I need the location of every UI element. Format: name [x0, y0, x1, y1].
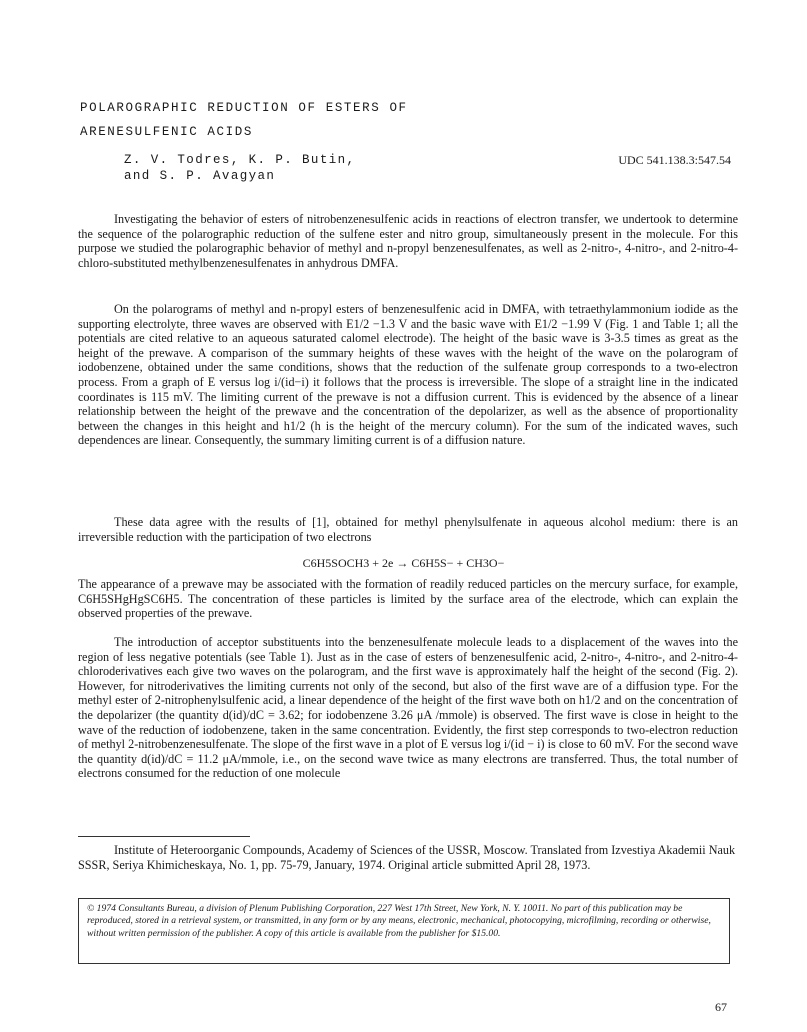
authors-line-1: Z. V. Todres, K. P. Butin, — [124, 153, 356, 167]
paragraph-block-2 — [78, 302, 738, 448]
paragraph-5: The introduction of acceptor substituents into the benzenesulfenate molecule leads to a displacement of the waves into the region of less negative potentials (see Table 1). Just as in the case of esters of benzenesulfenic acid, 2-nitro-, 4-nitro-, and 2-nitro-4-chloroderivatives each give two waves on the polarogram, and the first wave is approximately half the height of the second (Fig. 2). However, for nitroderivatives the limiting currents not only of the second, but also of the first wave are of a diffusion type. For the methyl ester of 2-nitrophenylsulfenic acid, a linear dependence of the height of the first wave both on h1/2 and on the concentration of the depolarizer (the quantity d(id)/dC = 3.62; for iodobenzene 3.26 μA /mmole) is observed. The first wave is close in height to the wave of the reduction of iodobenzene, taken in the same concentration. Evidently, the first step corresponds to two-electron reduction of methyl 2-nitrobenzenesulfenate. The slope of the first wave in a plot of E versus log i/(id − i) is close to 60 mV. For the second wave the quantity d(id)/dC = 11.2 μA/mmole, i.e., on the second wave twice as many electrons are transferred. Thus, the total number of electrons consumed for the reduction of one molecule — [78, 635, 738, 781]
paragraph-1: Investigating the behavior of esters of nitrobenzenesulfenic acids in reactions of electron transfer, we undertook to determine the sequence of the polarographic reduction of the sulfene ester and nitro group, simultaneously present in the molecule. For this purpose we studied the polarographic behavior of methyl and n-propyl benzenesulfenates, as well as 2-nitro-, 4-nitro-, and 2-nitro-4-chloro-substituted methylbenzenesulfenates in anhydrous DMFA. — [78, 212, 738, 270]
paragraph-block-3 — [78, 515, 738, 544]
abstract-section — [78, 212, 738, 270]
author-list — [124, 152, 355, 184]
paragraph-3: These data agree with the results of [1], obtained for methyl phenylsulfenate in aqueous alcohol medium: there is an irreversible reduction with the participation of two electrons — [78, 515, 738, 544]
paragraph-block-5 — [78, 635, 738, 781]
paragraph-2: On the polarograms of methyl and n-propyl esters of benzenesulfenic acid in DMFA, with tetraethylammonium iodide as the supporting electrolyte, three waves are observed with E1/2 −1.3 V and the basic wave with E1/2 −1.99 V (Fig. 1 and Table 1; all the potentials are cited relative to an aqueous saturated calomel electrode). The height of the basic wave is 3-3.5 times as great as the height of the prewave. A comparison of the summary heights of these waves with the height of the wave on the polarogram of iodobenzene, obtained under the same conditions, shows that the reduction of the sulfenate group corresponds to a two-electron process. From a graph of E versus log i/(id−i) it follows that the process is irreversible. The slope of a straight line in the indicated coordinates is 115 mV. The limiting current of the prewave is not a diffusion current. This is evidenced by the absence of a linear relationship between the height of the prewave and the concentration of the depolarizer, as well as the absence of proportionality between the changes in this height and h1/2 (h is the height of the mercury column). For the sum of the indicated waves, such dependences are linear. Consequently, the summary limiting current is of a diffusion nature. — [78, 302, 738, 448]
page-number: 67 — [715, 1000, 727, 1014]
reaction-equation: C6H5SOCH3 + 2e → C6H5S− + CH3O− — [302, 556, 505, 570]
institution-note — [78, 843, 744, 872]
copyright-text: © 1974 Consultants Bureau, a division of Plenum Publishing Corporation, 227 West 17th Street, New York, N. Y. 10011. No part of this publication may be reproduced, stored in a retrieval system, or transmitted, in any form or by any means, electronic, mechanical, photocopying, microfilming, recording or otherwise, without written permission of the publisher. A copy of this article is available from the publisher for $15.00. — [87, 903, 711, 939]
article-title — [80, 96, 408, 144]
paragraph-block-4 — [78, 577, 738, 621]
paragraph-4: The appearance of a prewave may be associated with the formation of readily reduced particles on the mercury surface, for example, C6H5SHgHgSC6H5. The concentration of these particles is limited by the surface area of the electrode, which can explain the observed properties of the prewave. — [78, 577, 738, 621]
title-line-1: POLAROGRAPHIC REDUCTION OF ESTERS OF — [80, 101, 408, 115]
title-line-2: ARENESULFENIC ACIDS — [80, 125, 253, 139]
institution-text: Institute of Heteroorganic Compounds, Academy of Sciences of the USSR, Moscow. Translated from Izvestiya Akademii Nauk SSSR, Seriya Khimicheskaya, No. 1, pp. 75-79, January, 1974. Original article submitted April 28, 1973. — [78, 843, 736, 872]
copyright-box — [78, 898, 730, 964]
authors-line-2: and S. P. Avagyan — [124, 169, 276, 183]
footnote-divider — [78, 836, 250, 837]
udc-code: UDC 541.138.3:547.54 — [618, 153, 731, 167]
